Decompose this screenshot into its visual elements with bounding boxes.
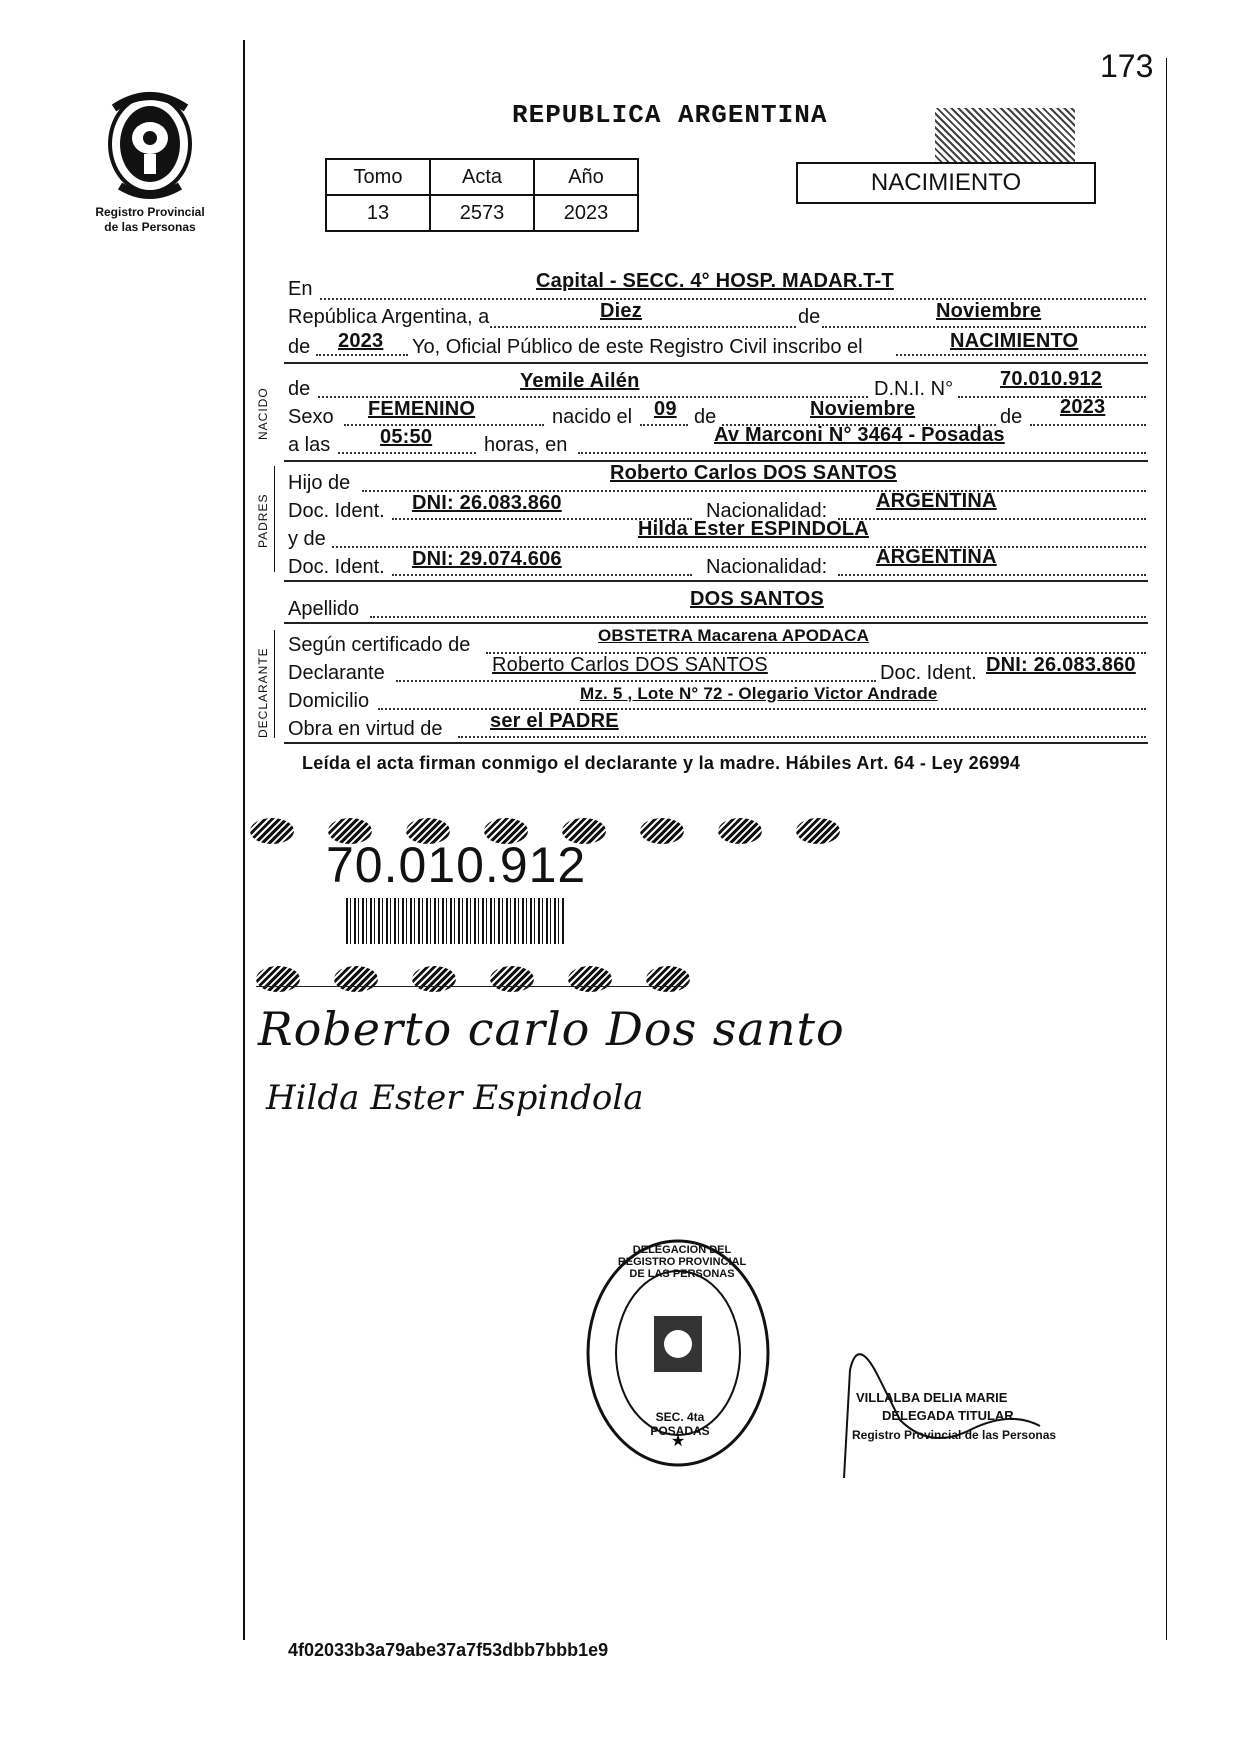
hijo-de-label: Hijo de bbox=[288, 472, 351, 494]
mother-nat-fill bbox=[838, 574, 1146, 576]
month-fill bbox=[822, 326, 1146, 328]
dni-label: D.N.I. N° bbox=[874, 378, 954, 400]
birth-place: Av Marconi N° 3464 - Posadas bbox=[714, 424, 1005, 446]
declarante-doc-label: Doc. Ident. bbox=[880, 662, 977, 684]
official-title: DELEGADA TITULAR bbox=[882, 1408, 1014, 1423]
obra-label: Obra en virtud de bbox=[288, 718, 443, 740]
left-margin-line bbox=[243, 40, 245, 1640]
page-title: REPUBLICA ARGENTINA bbox=[512, 100, 828, 130]
svg-text:★: ★ bbox=[670, 1433, 686, 1450]
official-office: Registro Provincial de las Personas bbox=[852, 1428, 1057, 1442]
right-margin-line bbox=[1166, 58, 1167, 1640]
birth-day-fill bbox=[640, 424, 688, 426]
padres-side-line bbox=[274, 466, 275, 572]
obra-fill bbox=[458, 736, 1146, 738]
official-name: VILLALBA DELIA MARIE bbox=[856, 1390, 1008, 1405]
document-hash: 4f02033b3a79abe37a7f53dbb7bbb1e9 bbox=[288, 1640, 609, 1660]
separator-3 bbox=[284, 580, 1148, 582]
inscribed-fill bbox=[896, 354, 1146, 356]
security-hologram bbox=[935, 108, 1075, 164]
act-month: Noviembre bbox=[936, 300, 1042, 322]
surname: DOS SANTOS bbox=[690, 588, 824, 610]
day-fill bbox=[490, 326, 796, 328]
de-label-month: de bbox=[694, 406, 717, 428]
father-name: Roberto Carlos DOS SANTOS bbox=[610, 462, 897, 484]
horas-en-label: horas, en bbox=[484, 434, 568, 456]
seal-outer-text: DELEGACION DEL REGISTRO PROVINCIAL DE LAS PERSONAS bbox=[617, 1244, 747, 1280]
birth-month: Noviembre bbox=[810, 398, 916, 420]
time-fill bbox=[338, 452, 476, 454]
separator-4 bbox=[284, 622, 1148, 624]
padres-side-label: PADRES bbox=[256, 493, 270, 548]
child-name: Yemile Ailén bbox=[520, 370, 640, 392]
year-fill bbox=[316, 354, 408, 356]
declarante-name: Roberto Carlos DOS SANTOS bbox=[492, 654, 768, 676]
seal-inner-text: SEC. 4ta POSADAS bbox=[650, 1410, 710, 1438]
page-number: 173 bbox=[1100, 48, 1154, 84]
dni-fill bbox=[958, 396, 1146, 398]
declarante-doc: DNI: 26.083.860 bbox=[986, 654, 1136, 676]
sexo-label: Sexo bbox=[288, 406, 334, 428]
father-nationality: ARGENTINA bbox=[876, 490, 997, 512]
mother-name: Hilda Ester ESPINDOLA bbox=[638, 518, 869, 540]
declarante-label: Declarante bbox=[288, 662, 385, 684]
mother-nationality: ARGENTINA bbox=[876, 546, 997, 568]
act-inscribed: NACIMIENTO bbox=[950, 330, 1079, 352]
stamp-number: 70.010.912 bbox=[326, 837, 587, 893]
domicilio: Mz. 5 , Lote N° 72 - Olegario Victor Andrade bbox=[580, 684, 938, 703]
father-nat-label: Nacionalidad: bbox=[706, 500, 828, 522]
nacido-el-label: nacido el bbox=[552, 406, 633, 428]
barcode bbox=[346, 898, 566, 944]
de-label-year: de bbox=[288, 336, 311, 358]
apellido-label: Apellido bbox=[288, 598, 360, 620]
act-year: 2023 bbox=[338, 330, 384, 352]
de-label: de bbox=[798, 306, 821, 328]
separator-1 bbox=[284, 362, 1148, 364]
mother-doc-label: Doc. Ident. bbox=[288, 556, 385, 578]
birth-year-fill bbox=[1030, 424, 1146, 426]
mother-doc: DNI: 29.074.606 bbox=[412, 548, 562, 570]
anio-value: 2023 bbox=[534, 195, 638, 231]
stamp-pattern-bottom bbox=[256, 966, 724, 997]
anio-header: Año bbox=[534, 159, 638, 195]
sexo-fill bbox=[344, 424, 544, 426]
act-type-box: NACIMIENTO bbox=[796, 162, 1096, 204]
child-dni: 70.010.912 bbox=[1000, 368, 1103, 390]
en-label: En bbox=[288, 278, 313, 300]
father-signature: Roberto carlo Dos santo bbox=[258, 1002, 845, 1056]
birth-time: 05:50 bbox=[380, 426, 433, 448]
obra: ser el PADRE bbox=[490, 710, 619, 732]
act-place: Capital - SECC. 4° HOSP. MADAR.T-T bbox=[536, 270, 894, 292]
yo-text: Yo, Oficial Público de este Registro Civil inscribo el bbox=[412, 336, 863, 358]
segun-label: Según certificado de bbox=[288, 634, 471, 656]
mother-nat-label: Nacionalidad: bbox=[706, 556, 828, 578]
separator-5 bbox=[284, 742, 1148, 744]
tomo-value: 13 bbox=[326, 195, 430, 231]
declarante-fill bbox=[396, 680, 876, 682]
father-doc-label: Doc. Ident. bbox=[288, 500, 385, 522]
y-de-label: y de bbox=[288, 528, 326, 550]
closing-note: Leída el acta firman conmigo el declarante y la madre. Hábiles Art. 64 - Ley 26994 bbox=[302, 753, 1021, 773]
registry-table bbox=[325, 158, 639, 232]
declarante-side-line bbox=[274, 630, 275, 738]
father-nat-fill bbox=[838, 518, 1146, 520]
tomo-header: Tomo bbox=[326, 159, 430, 195]
birth-place-fill bbox=[578, 452, 1146, 454]
nacido-side-label: NACIDO bbox=[256, 387, 270, 440]
logo-caption-2: de las Personas bbox=[104, 220, 196, 234]
certificate: OBSTETRA Macarena APODACA bbox=[598, 626, 870, 645]
mother-doc-fill bbox=[392, 574, 692, 576]
province-logo bbox=[100, 88, 200, 200]
declarante-side-label: DECLARANTE bbox=[256, 647, 270, 738]
child-sex: FEMENINO bbox=[368, 398, 476, 420]
nacido-de-label: de bbox=[288, 378, 311, 400]
de-label-birth-year: de bbox=[1000, 406, 1023, 428]
logo-caption-1: Registro Provincial bbox=[95, 205, 205, 219]
apellido-fill bbox=[370, 616, 1146, 618]
a-las-label: a las bbox=[288, 434, 331, 456]
birth-year: 2023 bbox=[1060, 396, 1106, 418]
republica-label: República Argentina, a bbox=[288, 306, 490, 328]
birth-day: 09 bbox=[654, 398, 677, 420]
acta-header: Acta bbox=[430, 159, 534, 195]
stamp-underline bbox=[256, 986, 686, 987]
act-day: Diez bbox=[600, 300, 642, 322]
father-doc: DNI: 26.083.860 bbox=[412, 492, 562, 514]
acta-value: 2573 bbox=[430, 195, 534, 231]
mother-signature: Hilda Ester Espindola bbox=[266, 1078, 644, 1118]
domicilio-label: Domicilio bbox=[288, 690, 370, 712]
